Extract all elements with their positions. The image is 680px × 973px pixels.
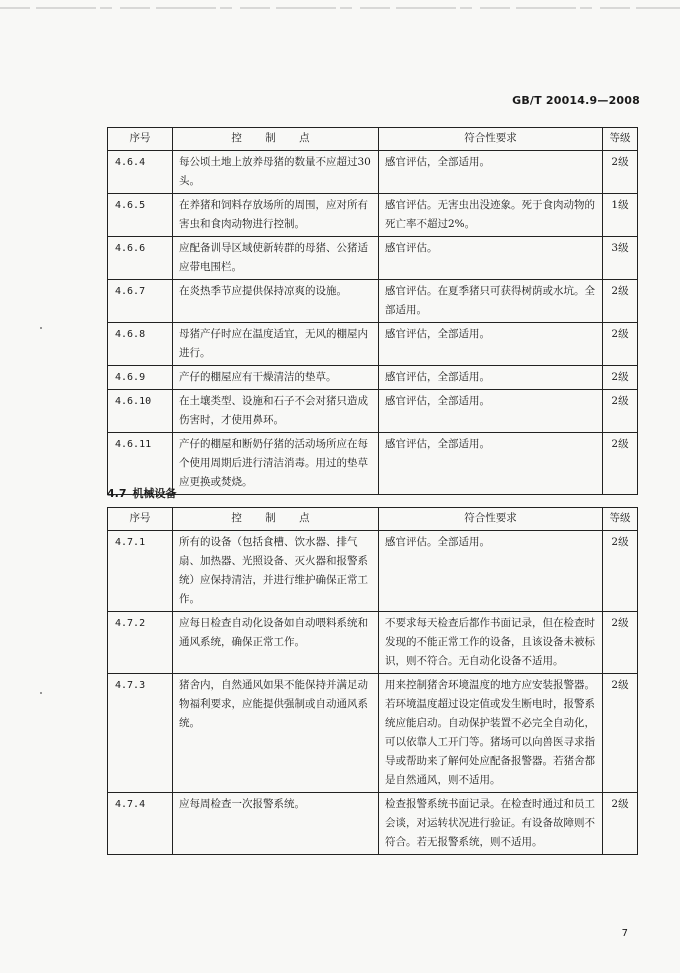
row-grade: 2级 <box>603 674 638 793</box>
table-row <box>108 194 638 237</box>
row-seq: 4.7.1 <box>108 531 173 612</box>
standard-number: GB/T 20014.9—2008 <box>512 94 640 107</box>
row-requirement: 用来控制猪舍环境温度的地方应安装报警器。若环境温度超过设定值或发生断电时，报警系统应能启动。自动保护装置不必完全自动化，可以依靠人工开门等。猪场可以向兽医寻求指导或帮助来了解何处应配备报警器。若猪舍都是自然通风，则不适用。 <box>379 674 603 793</box>
table-row <box>108 793 638 855</box>
row-seq: 4.6.4 <box>108 151 173 194</box>
row-grade: 2级 <box>603 323 638 366</box>
scan-artifact-line <box>0 6 680 10</box>
header-grade: 等级 <box>603 128 638 151</box>
table-row <box>108 323 638 366</box>
row-grade: 2级 <box>603 366 638 390</box>
row-control: 在炎热季节应提供保持凉爽的设施。 <box>173 280 379 323</box>
row-control: 猪舍内，自然通风如果不能保持并满足动物福利要求，应能提供强制或自动通风系统。 <box>173 674 379 793</box>
header-grade: 等级 <box>603 508 638 531</box>
header-control-point: 控 制 点 <box>173 508 379 531</box>
row-control: 产仔的棚屋应有干燥清洁的垫草。 <box>173 366 379 390</box>
row-grade: 2级 <box>603 612 638 674</box>
row-seq: 4.6.5 <box>108 194 173 237</box>
row-seq: 4.6.8 <box>108 323 173 366</box>
row-seq: 4.6.6 <box>108 237 173 280</box>
row-grade: 2级 <box>603 151 638 194</box>
row-requirement: 感官评估，全部适用。 <box>379 390 603 433</box>
table-row <box>108 674 638 793</box>
header-requirement: 符合性要求 <box>379 128 603 151</box>
page-number: 7 <box>621 928 628 939</box>
row-control: 每公顷土地上放养母猪的数量不应超过30头。 <box>173 151 379 194</box>
row-control: 所有的设备（包括食槽、饮水器、排气扇、加热器、光照设备、灭火器和报警系统）应保持清洁，并进行维护确保正常工作。 <box>173 531 379 612</box>
section-number: 4.7 <box>107 487 127 500</box>
row-seq: 4.6.11 <box>108 433 173 495</box>
header-seq: 序号 <box>108 128 173 151</box>
header-seq: 序号 <box>108 508 173 531</box>
row-requirement: 感官评估。在夏季猪只可获得树荫或水坑。全部适用。 <box>379 280 603 323</box>
row-grade: 2级 <box>603 531 638 612</box>
row-grade: 3级 <box>603 237 638 280</box>
row-grade: 2级 <box>603 280 638 323</box>
table-row <box>108 531 638 612</box>
section-title: 机械设备 <box>132 487 177 500</box>
row-requirement: 感官评估，全部适用。 <box>379 151 603 194</box>
table-header-row <box>108 508 638 531</box>
row-requirement: 感官评估。全部适用。 <box>379 531 603 612</box>
table-row <box>108 390 638 433</box>
scan-speck <box>40 327 42 329</box>
table-row <box>108 237 638 280</box>
row-control: 在土壤类型、设施和石子不会对猪只造成伤害时，才使用鼻环。 <box>173 390 379 433</box>
row-requirement: 检查报警系统书面记录。在检查时通过和员工会谈，对运转状况进行验证。有设备故障则不符合。若无报警系统，则不适用。 <box>379 793 603 855</box>
row-grade: 2级 <box>603 793 638 855</box>
table-row <box>108 612 638 674</box>
header-control-point: 控 制 点 <box>173 128 379 151</box>
table-row <box>108 280 638 323</box>
row-seq: 4.7.4 <box>108 793 173 855</box>
row-control: 产仔的棚屋和断奶仔猪的活动场所应在每个使用周期后进行清洁消毒。用过的垫草应更换或焚烧。 <box>173 433 379 495</box>
control-points-table-4-6 <box>107 127 638 495</box>
table-row <box>108 433 638 495</box>
row-grade: 1级 <box>603 194 638 237</box>
row-requirement: 感官评估。无害虫出没迹象。死于食肉动物的死亡率不超过2%。 <box>379 194 603 237</box>
row-control: 在养猪和饲料存放场所的周围，应对所有害虫和食肉动物进行控制。 <box>173 194 379 237</box>
row-seq: 4.6.7 <box>108 280 173 323</box>
row-control: 应配备训导区域使新转群的母猪、公猪适应带电围栏。 <box>173 237 379 280</box>
table-row <box>108 366 638 390</box>
table-header-row <box>108 128 638 151</box>
control-points-table-4-7 <box>107 507 638 855</box>
row-grade: 2级 <box>603 433 638 495</box>
row-seq: 4.6.10 <box>108 390 173 433</box>
row-seq: 4.7.2 <box>108 612 173 674</box>
row-requirement: 感官评估。 <box>379 237 603 280</box>
row-requirement: 感官评估，全部适用。 <box>379 433 603 495</box>
row-control: 应每日检查自动化设备如自动喂料系统和通风系统，确保正常工作。 <box>173 612 379 674</box>
section-heading <box>107 485 177 501</box>
row-requirement: 感官评估，全部适用。 <box>379 323 603 366</box>
row-control: 应每周检查一次报警系统。 <box>173 793 379 855</box>
row-seq: 4.6.9 <box>108 366 173 390</box>
row-requirement: 不要求每天检查后都作书面记录，但在检查时发现的不能正常工作的设备，且该设备未被标识，则不符合。无自动化设备不适用。 <box>379 612 603 674</box>
row-requirement: 感官评估，全部适用。 <box>379 366 603 390</box>
row-control: 母猪产仔时应在温度适宜，无风的棚屋内进行。 <box>173 323 379 366</box>
scan-speck <box>40 692 42 694</box>
row-grade: 2级 <box>603 390 638 433</box>
header-requirement: 符合性要求 <box>379 508 603 531</box>
row-seq: 4.7.3 <box>108 674 173 793</box>
table-row <box>108 151 638 194</box>
